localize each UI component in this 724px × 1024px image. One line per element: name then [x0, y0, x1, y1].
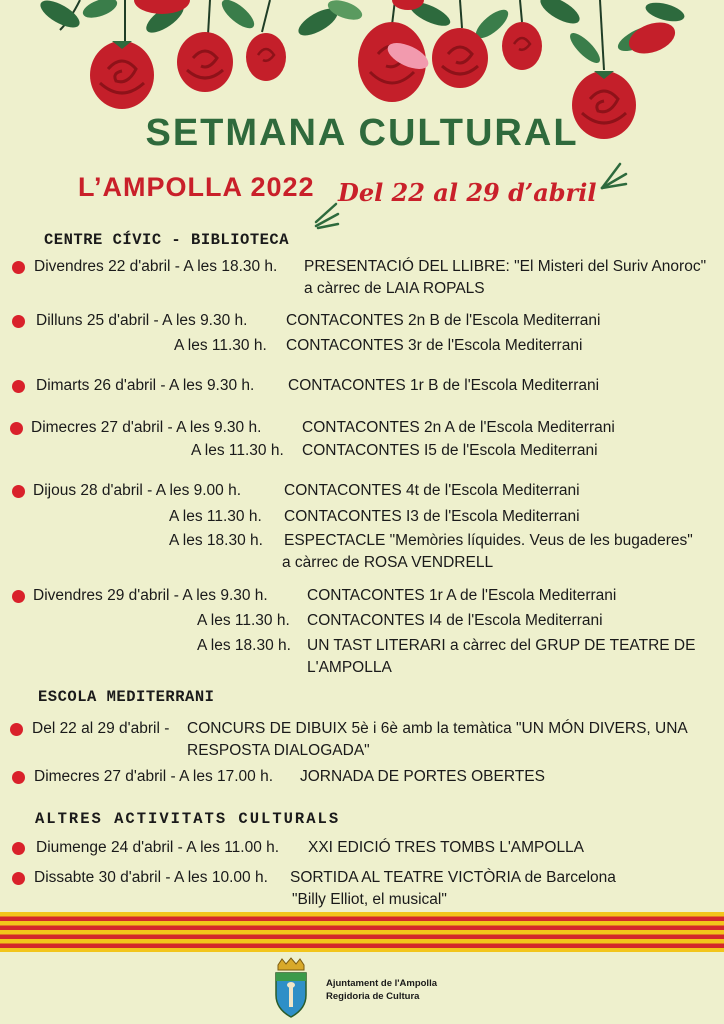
event-date: Dissabte 30 d'abril - A les 10.00 h. — [34, 869, 268, 886]
event-extra-activity: ESPECTACLE "Memòries líquides. Veus de les bugaderes" — [284, 532, 693, 549]
event-date: Dijous 28 d'abril - A les 9.00 h. — [33, 482, 242, 499]
event-extra-activity: CONTACONTES 3r de l'Escola Mediterrani — [286, 337, 583, 354]
page-title: SETMANA CULTURAL — [145, 112, 579, 154]
bullet-dot-icon — [12, 842, 25, 855]
event-extra-activity: CONTACONTES I5 de l'Escola Mediterrani — [302, 442, 598, 459]
bullet-dot-icon — [12, 315, 25, 328]
event-date: Dimecres 27 d'abril - A les 9.30 h. — [31, 419, 262, 436]
bullet-dot-icon — [12, 261, 25, 274]
event-activity: CONTACONTES 1r A de l'Escola Mediterrani — [307, 587, 617, 604]
bullet-dot-icon — [12, 380, 25, 393]
event-date: Divendres 22 d'abril - A les 18.30 h. — [34, 258, 278, 275]
footer-line2: Regidoria de Cultura — [326, 991, 420, 1002]
section-heading-altres: ALTRES ACTIVITATS CULTURALS — [35, 810, 341, 828]
event-extra-time: A les 11.30 h. — [197, 612, 290, 629]
event-extra-time: A les 18.30 h. — [197, 637, 291, 654]
event-activity: CONCURS DE DIBUIX 5è i 6è amb la temàtica "UN MÓN DIVERS, UNA — [187, 720, 688, 737]
event-dates: Del 22 al 29 d’abril — [338, 178, 597, 207]
event-activity: JORNADA DE PORTES OBERTES — [300, 768, 545, 785]
town-coat-of-arms-icon — [270, 957, 312, 1019]
event-activity-line2: RESPOSTA DIALOGADA" — [187, 742, 370, 759]
bullet-dot-icon — [12, 590, 25, 603]
bullet-dot-icon — [12, 485, 25, 498]
event-extra-activity: CONTACONTES I4 de l'Escola Mediterrani — [307, 612, 603, 629]
event-activity: CONTACONTES 1r B de l'Escola Mediterrani — [288, 377, 600, 394]
event-extra-time: A les 11.30 h. — [174, 337, 267, 354]
event-extra-activity: UN TAST LITERARI a càrrec del GRUP DE TEATRE DE — [307, 637, 696, 654]
event-date: Divendres 29 d'abril - A les 9.30 h. — [33, 587, 268, 604]
event-activity-line2: a càrrec de LAIA ROPALS — [304, 280, 485, 297]
event-date: Dilluns 25 d'abril - A les 9.30 h. — [36, 312, 248, 329]
bullet-dot-icon — [10, 422, 23, 435]
section-heading-centre-civic: CENTRE CÍVIC - BIBLIOTECA — [44, 231, 290, 249]
bullet-dot-icon — [12, 771, 25, 784]
event-activity: SORTIDA AL TEATRE VICTÒRIA de Barcelona — [290, 869, 616, 886]
event-extra-activity-line2: a càrrec de ROSA VENDRELL — [282, 554, 494, 571]
catalan-flag-stripes — [0, 912, 724, 952]
event-extra-time: A les 18.30 h. — [169, 532, 263, 549]
event-activity: PRESENTACIÓ DEL LLIBRE: "El Misteri del Suriv Anoroc" — [304, 258, 707, 275]
bullet-dot-icon — [12, 872, 25, 885]
footer-text — [326, 977, 437, 1003]
event-extra-activity: CONTACONTES I3 de l'Escola Mediterrani — [284, 508, 580, 525]
event-extra-activity-line2: L'AMPOLLA — [307, 659, 392, 676]
event-activity: CONTACONTES 4t de l'Escola Mediterrani — [284, 482, 580, 499]
leaf-sprig-icon — [598, 160, 628, 192]
event-date: Dimarts 26 d'abril - A les 9.30 h. — [36, 377, 255, 394]
event-date: Diumenge 24 d'abril - A les 11.00 h. — [36, 839, 280, 856]
event-date: Dimecres 27 d'abril - A les 17.00 h. — [34, 768, 274, 785]
page-subtitle: L’AMPOLLA 2022 — [78, 172, 315, 202]
event-activity: CONTACONTES 2n B de l'Escola Mediterrani — [286, 312, 601, 329]
footer-line1: Ajuntament de l'Ampolla — [326, 978, 437, 989]
event-date: Del 22 al 29 d'abril - — [32, 720, 170, 737]
event-extra-time: A les 11.30 h. — [169, 508, 262, 525]
event-extra-time: A les 11.30 h. — [191, 442, 284, 459]
event-activity-line2: "Billy Elliot, el musical" — [292, 891, 447, 908]
section-heading-escola: ESCOLA MEDITERRANI — [38, 688, 215, 706]
event-activity: XXI EDICIÓ TRES TOMBS L'AMPOLLA — [308, 839, 585, 856]
event-activity: CONTACONTES 2n A de l'Escola Mediterrani — [302, 419, 615, 436]
leaf-sprig-icon — [312, 196, 340, 230]
bullet-dot-icon — [10, 723, 23, 736]
